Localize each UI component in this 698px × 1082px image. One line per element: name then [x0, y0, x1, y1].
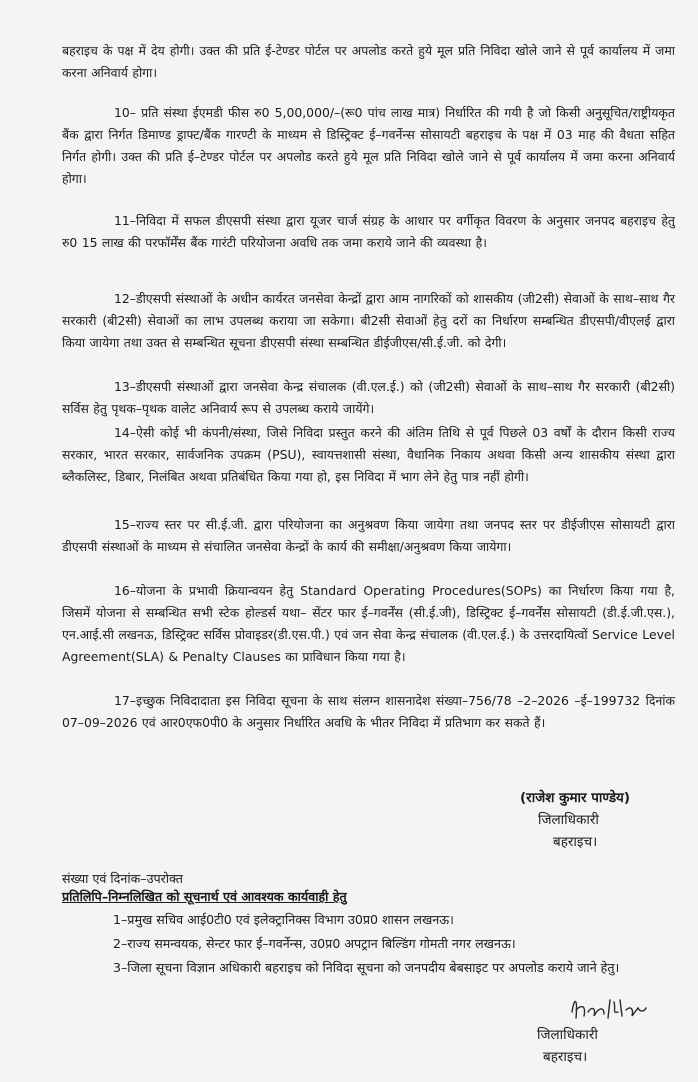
signatory-name: (राजेश कुमार पाण्डेय)	[520, 790, 631, 806]
copy-item-2: 2–राज्य समन्वयक, सेन्टर फार ई–गवर्नेन्स, उ0प्र0 अपट्रान बिल्डिंग गोमती नगर लखनऊ।	[113, 936, 516, 951]
paragraph-16: 16–योजना के प्रभावी क्रियान्वयन हेतु Standard Operating Procedures(SOPs) का निर्धारण किया गया है, जिसमें योजना से सम्बन्धित सभी स्टेक होल्डर्स यथा– सेंटर फार ई–गवर्नेंस (सी.ई.जी), डिस्ट्रिक्ट ई–गवर्नेंस सोसायटी (डी.ई.जी.एस.), एन.आई.सी लखनऊ, डिस्ट्रिक्ट सर्विस प्रोवाइडर(डी.एस.पी.) एवं जन सेवा केन्द्र संचालक (वी.एल.ई.) के उत्तरदायित्वों Service Level Agreement(SLA) & Penalty Clauses का प्राविधान किया गया है।	[62, 583, 675, 664]
closing-place: बहराइच।	[543, 1049, 588, 1065]
paragraph-13: 13–डीएसपी संस्थाओं द्वारा जनसेवा केन्द्र संचालक (वी.एल.ई.) को (जी2सी) सेवाओं के साथ–साथ गैर सरकारी (बी2सी) सर्विस हेतु पृथक–पृथक वालेट अनिवार्य रूप से उपलब्ध कराये जायेंगे।	[62, 379, 675, 416]
copy-item-1: 1–प्रमुख सचिव आई0टी0 एवं इलेक्ट्रानिक्स विभाग उ0प्र0 शासन लखनऊ।	[113, 912, 454, 927]
paragraph-17: 17–इच्छुक निविदादाता इस निविदा सूचना के साथ संलग्न शासनादेश संख्या–756/78 –2–2026 –ई–199732 दिनांक 07–09–2026 एवं आर0एफ0पी0 के अनुसार निर्धारित अवधि के भीतर निविदा में प्रतिभाग कर सकते हैं।	[62, 693, 675, 730]
signatory-place: बहराइच।	[553, 834, 598, 850]
closing-post: जिलाधिकारी	[537, 1027, 598, 1043]
signatory-post: जिलाधिकारी	[538, 812, 599, 828]
paragraph-continued: बहराइच के पक्ष में देय होगी। उक्त की प्रति ई-टेण्डर पोर्टल पर अपलोड करते हुये मूल प्रति निविदा खोले जाने से पूर्व कार्यालय में जमा करना अनिवार्य होगा।	[62, 43, 675, 80]
copy-heading: प्रतिलिपि–निम्नलिखित को सूचनार्थ एवं आवश्यक कार्यवाही हेतु	[62, 889, 347, 904]
handwritten-signature	[560, 990, 680, 1030]
copy-item-3: 3–जिला सूचना विज्ञान अधिकारी बहराइच को निविदा सूचना को जनपदीय बेबसाइट पर अपलोड कराये जाने हेतु।	[113, 960, 620, 975]
paragraph-10: 10– प्रति संस्था ईएमडी फीस रु0 5,00,000/–(रू0 पांच लाख मात्र) निर्धारित की गयी है जो किसी अनुसूचित/राष्ट्रीयकृत बैंक द्वारा निर्गत डिमाण्ड ड्राफ्ट/बैंक गारण्टी के माध्यम से डिस्ट्रिक्ट ई–गवर्नेन्स सोसायटी बहराइच के पक्ष में 03 माह की वैधता सहित निर्गत होगी। उक्त की प्रति ई–टेण्डर पोर्टल पर अपलोड करते हुये मूल प्रति निविदा खोले जाने से पूर्व कार्यालय में जमा करना अनिवार्य होगा।	[62, 105, 675, 186]
paragraph-15: 15–राज्य स्तर पर सी.ई.जी. द्वारा परियोजना का अनुश्रवण किया जायेगा तथा जनपद स्तर पर डीईजीएस सोसायटी द्वारा डीएसपी संस्थाओं के माध्यम से संचालित जनसेवा केन्द्रों के कार्य की समीक्षा/अनुश्रवण किया जायेगा।	[62, 517, 675, 554]
paragraph-14: 14–ऐसी कोई भी कंपनी/संस्था, जिसे निविदा प्रस्तुत करने की अंतिम तिथि से पूर्व पिछले 03 वर्षों के दौरान किसी राज्य सरकार, भारत सरकार, सार्वजनिक उपक्रम (PSU), स्वायत्तशासी संस्था, वैधानिक निकाय अथवा किसी अन्य शासकीय संस्था द्वारा ब्लैकलिस्ट, डिबार, निलंबित अथवा प्रतिबंधित किया गया हो, इस निविदा में भाग लेने हेतु पात्र नहीं होगी।	[62, 425, 675, 484]
paragraph-11: 11–निविदा में सफल डीएसपी संस्था द्वारा यूजर चार्ज संग्रह के आधार पर वर्गीकृत विवरण के अनुसार जनपद बहराइच हेतु रु0 15 लाख की परफॉर्मेंस बैंक गारंटी परियोजना अवधि तक जमा कराये जाने की व्यवस्था है।	[62, 213, 675, 250]
paragraph-12: 12–डीएसपी संस्थाओं के अधीन कार्यरत जनसेवा केन्द्रों द्वारा आम नागरिकों को शासकीय (जी2सी) सेवाओं के साथ–साथ गैर सरकारी (बी2सी) सेवाओं का लाभ उपलब्ध कराया जा सकेगा। बी2सी सेवाओं हेतु दरों का निर्धारण सम्बन्धित डीएसपी/वीएलई द्वारा किया जायेगा तथा उक्त से सम्बन्धित सूचना डीएसपी संस्था सम्बन्धित डीईजीएस/सी.ई.जी. को देगी।	[62, 291, 675, 350]
reference-line: संख्या एवं दिनांक–उपरोक्त	[62, 871, 183, 886]
